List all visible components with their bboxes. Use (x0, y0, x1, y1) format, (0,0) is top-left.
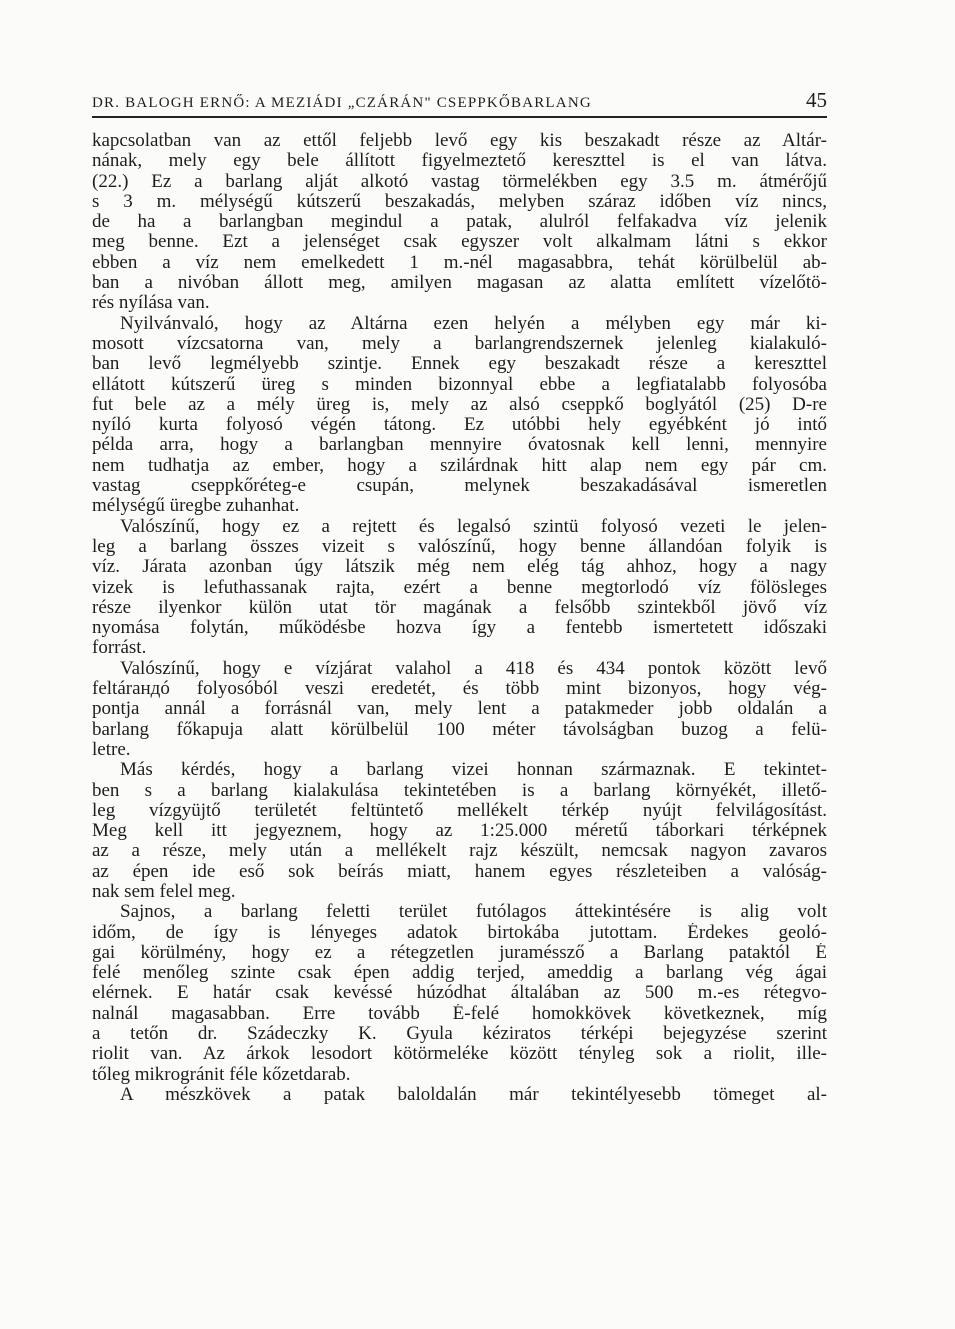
paragraph-first-line: Valószínű, hogy e vízjárat valahol a 418 és 434 pontok között levő (120, 658, 827, 679)
text-line: ben s a barlang kialakulása tekintetében is a barlang környékét, illető- (92, 780, 827, 801)
text-line: pontja annál a forrásnál van, mely lent a patakmeder jobb oldalán a (92, 699, 827, 720)
text-line: forrást. (92, 638, 147, 659)
paragraph-first-line: Sajnos, a barlang feletti terület futólagos áttekintésére is alig volt (120, 902, 827, 923)
text-line: elérnek. E határ csak kevéssé húzódhat általában az 500 m.-es rétegvo- (92, 983, 827, 1004)
text-line: Meg kell itt jegyeznem, hogy az 1:25.000 méretű táborkari térképnek (92, 821, 827, 842)
text-line: nem tudhatja az ember, hogy a szilárdnak hitt alap nem egy pár cm. (92, 455, 827, 476)
text-line: az a része, mely után a mellékelt rajz készült, nemcsak nagyon zavaros (92, 841, 827, 862)
paragraph-first-line: Valószínű, hogy ez a rejtett és legalsó szintü folyosó vezeti le jelen- (120, 516, 827, 537)
text-line: az épen ide eső sok beírás miatt, hanem egyes részleteiben a valóság- (92, 861, 827, 882)
text-line: mosott vízcsatorna van, mely a barlangrendszernek jelenleg kialakuló- (92, 333, 827, 354)
text-line: példa arra, hogy a barlangban mennyire óvatosnak kell lenni, mennyire (92, 435, 827, 456)
text-line: barlang főkapuja alatt körülbelül 100 méter távolságban buzog a felü- (92, 719, 827, 740)
text-line: (22.) Ez a barlang alját alkotó vastag törmelékben egy 3.5 m. átmérőjű (92, 171, 827, 192)
page-number: 45 (806, 88, 827, 112)
text-line: kapcsolatban van az ettől feljebb levő egy kis beszakadt része az Altár- (92, 131, 827, 151)
paragraph-first-line: Nyilvánvaló, hogy az Altárna ezen helyén a mélyben egy már ki- (120, 313, 827, 334)
text-line: nának, mely egy bele állított figyelmeztető kereszttel is el van látva. (92, 151, 827, 172)
text-line: riolit van. Az árkok lesodort kötörmeléke között tényleg sok a riolit, ille- (92, 1044, 827, 1065)
text-line: ban a nivóban állott meg, amilyen magasan az alatta említett vízelőtö- (92, 273, 827, 294)
text-line: letre. (92, 739, 131, 760)
text-line: felé menőleg szinte csak épen addig terjed, ameddig a barlang vég ágai (92, 963, 827, 984)
text-line: időm, de így is lényeges adatok birtokába jutottam. Érdekes geoló- (92, 922, 827, 943)
text-line: ebben a víz nem emelkedett 1 m.-nél magasabbra, tehát körülbelül ab- (92, 252, 827, 273)
text-line: meg benne. Ezt a jelenséget csak egyszer volt alkalmam látni s ekkor (92, 232, 827, 253)
text-line: vizek is lefuthassanak rajta, ezért a benne megtorlodó víz fölösleges (92, 577, 827, 598)
text-line: leg vízgyüjtő területét feltüntető mellékelt térkép nyújt felvilágosítást. (92, 800, 827, 821)
text-line: ban levő legmélyebb szintje. Ennek egy beszakadt része a kereszttel (92, 354, 827, 375)
text-line: nyomása folytán, működésbe hozva így a fentebb ismertetett időszaki (92, 618, 827, 639)
paragraph-first-line: A mészkövek a patak baloldalán már tekintélyesebb tömeget al- (120, 1084, 827, 1105)
text-line: mélységű üregbe zuhanhat. (92, 496, 300, 517)
text-line: a tetőn dr. Szádeczky K. Gyula kéziratos térképi bejegyzése szerint (92, 1024, 827, 1045)
text-line: víz. Járata azonban úgy látszik még nem elég tág ahhoz, hogy a nagy (92, 557, 827, 578)
text-line: s 3 m. mélységű kútszerű beszakadás, melyben száraz időben víz nincs, (92, 191, 827, 212)
text-line: fut bele az a mély üreg is, mely az alsó cseppkő boglyától (25) D-re (92, 394, 827, 415)
text-line: tőleg mikrogránit féle kőzetdarab. (92, 1064, 351, 1085)
text-line: nalnál magasabban. Erre tovább É-felé homokkövek következnek, míg (92, 1003, 827, 1024)
text-line: nyíló kurta folyosó végén tátong. Ez utóbbi hely egyébként jó intő (92, 415, 827, 436)
text-line: része ilyenkor külön utat tör magának a felsőbb szintekből jövő víz (92, 597, 827, 618)
text-line: nak sem felel meg. (92, 881, 236, 902)
text-line: ellátott kútszerű üreg s minden bizonnyal ebbe a legfiatalabb folyosóba (92, 374, 827, 395)
running-head: DR. BALOGH ERNŐ: A MEZIÁDI „CZÁRÁN" CSEPPKŐBARLANG (92, 95, 592, 111)
text-line: gai körülmény, hogy ez a rétegzetlen juraméssző a Barlang pataktól É (92, 942, 827, 963)
text-line: feltáraндó folyosóból veszi eredetét, és több mint bizonyos, hogy vég- (92, 679, 827, 700)
body-text (92, 131, 827, 1105)
page-header (92, 88, 827, 118)
text-line: rés nyílása van. (92, 293, 210, 314)
text-line: leg a barlang összes vizeit s valószínű, hogy benne állandóan folyik is (92, 536, 827, 557)
text-line: de ha a barlangban megindul a patak, alulról felfakadva víz jelenik (92, 212, 827, 233)
text-line: vastag cseppkőréteg-e csupán, melynek beszakadásával ismeretlen (92, 476, 827, 497)
paragraph-first-line: Más kérdés, hogy a barlang vizei honnan származnak. E tekintet- (120, 760, 827, 781)
